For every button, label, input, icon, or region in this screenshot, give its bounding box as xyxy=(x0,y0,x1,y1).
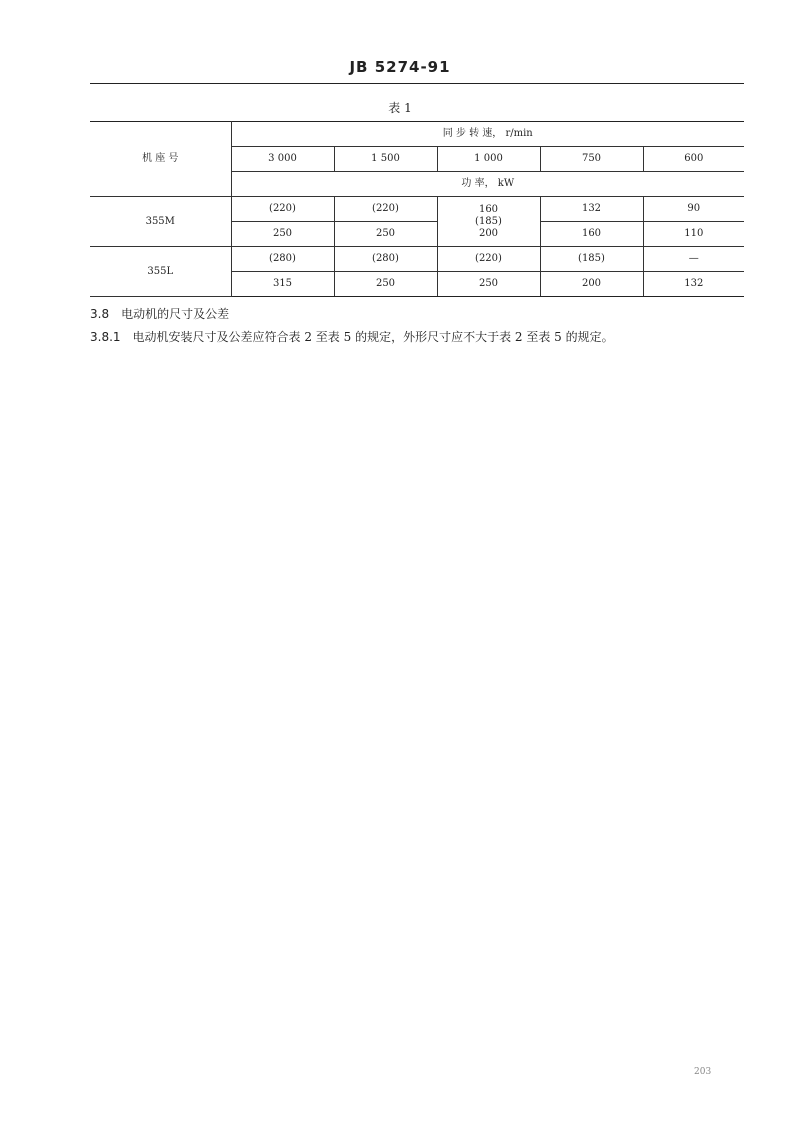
power-cell-line: 200 xyxy=(478,227,499,239)
power-cell: 250 xyxy=(231,222,334,247)
header-rule xyxy=(90,83,744,84)
power-cell: (220) xyxy=(437,247,540,272)
page-number: 203 xyxy=(694,1067,712,1077)
power-cell-line: 160 (185) xyxy=(475,203,502,227)
power-header: 功 率， kW xyxy=(231,172,744,197)
power-cell: 250 xyxy=(334,272,437,297)
frame-cell: 355L xyxy=(90,247,231,297)
section-text: 电动机的尺寸及公差 xyxy=(121,307,230,321)
power-cell: 90 xyxy=(643,197,744,222)
table-row xyxy=(90,122,744,147)
power-cell: (280) xyxy=(334,247,437,272)
table-row xyxy=(90,247,744,272)
power-cell: 132 xyxy=(643,272,744,297)
table-row xyxy=(90,197,744,222)
power-cell: 250 xyxy=(334,222,437,247)
power-cell xyxy=(437,197,540,247)
speed-cell: 1 000 xyxy=(437,147,540,172)
frame-header: 机 座 号 xyxy=(90,122,231,197)
power-table xyxy=(90,121,744,297)
power-cell: 160 xyxy=(540,222,643,247)
power-cell: 200 xyxy=(540,272,643,297)
speed-cell: 1 500 xyxy=(334,147,437,172)
frame-cell: 355M xyxy=(90,197,231,247)
power-cell: (185) xyxy=(540,247,643,272)
power-cell: 250 xyxy=(437,272,540,297)
speed-header: 同 步 转 速， r/min xyxy=(231,122,744,147)
power-cell: (220) xyxy=(334,197,437,222)
power-cell: 132 xyxy=(540,197,643,222)
standard-code-header: JB 5274-91 xyxy=(349,58,451,76)
power-cell: 315 xyxy=(231,272,334,297)
power-cell: — xyxy=(643,247,744,272)
speed-cell: 600 xyxy=(643,147,744,172)
section-3-8 xyxy=(90,305,229,322)
speed-cell: 750 xyxy=(540,147,643,172)
section-text: 电动机安装尺寸及公差应符合表 2 至表 5 的规定，外形尺寸应不大于表 2 至表 5 的规定。 xyxy=(132,330,614,344)
table-caption: 表 1 xyxy=(388,101,412,115)
speed-cell: 3 000 xyxy=(231,147,334,172)
power-cell: 110 xyxy=(643,222,744,247)
section-number: 3.8 xyxy=(90,307,110,321)
power-cell: (220) xyxy=(231,197,334,222)
power-cell: (280) xyxy=(231,247,334,272)
section-number: 3.8.1 xyxy=(90,330,121,344)
section-3-8-1 xyxy=(90,328,614,345)
